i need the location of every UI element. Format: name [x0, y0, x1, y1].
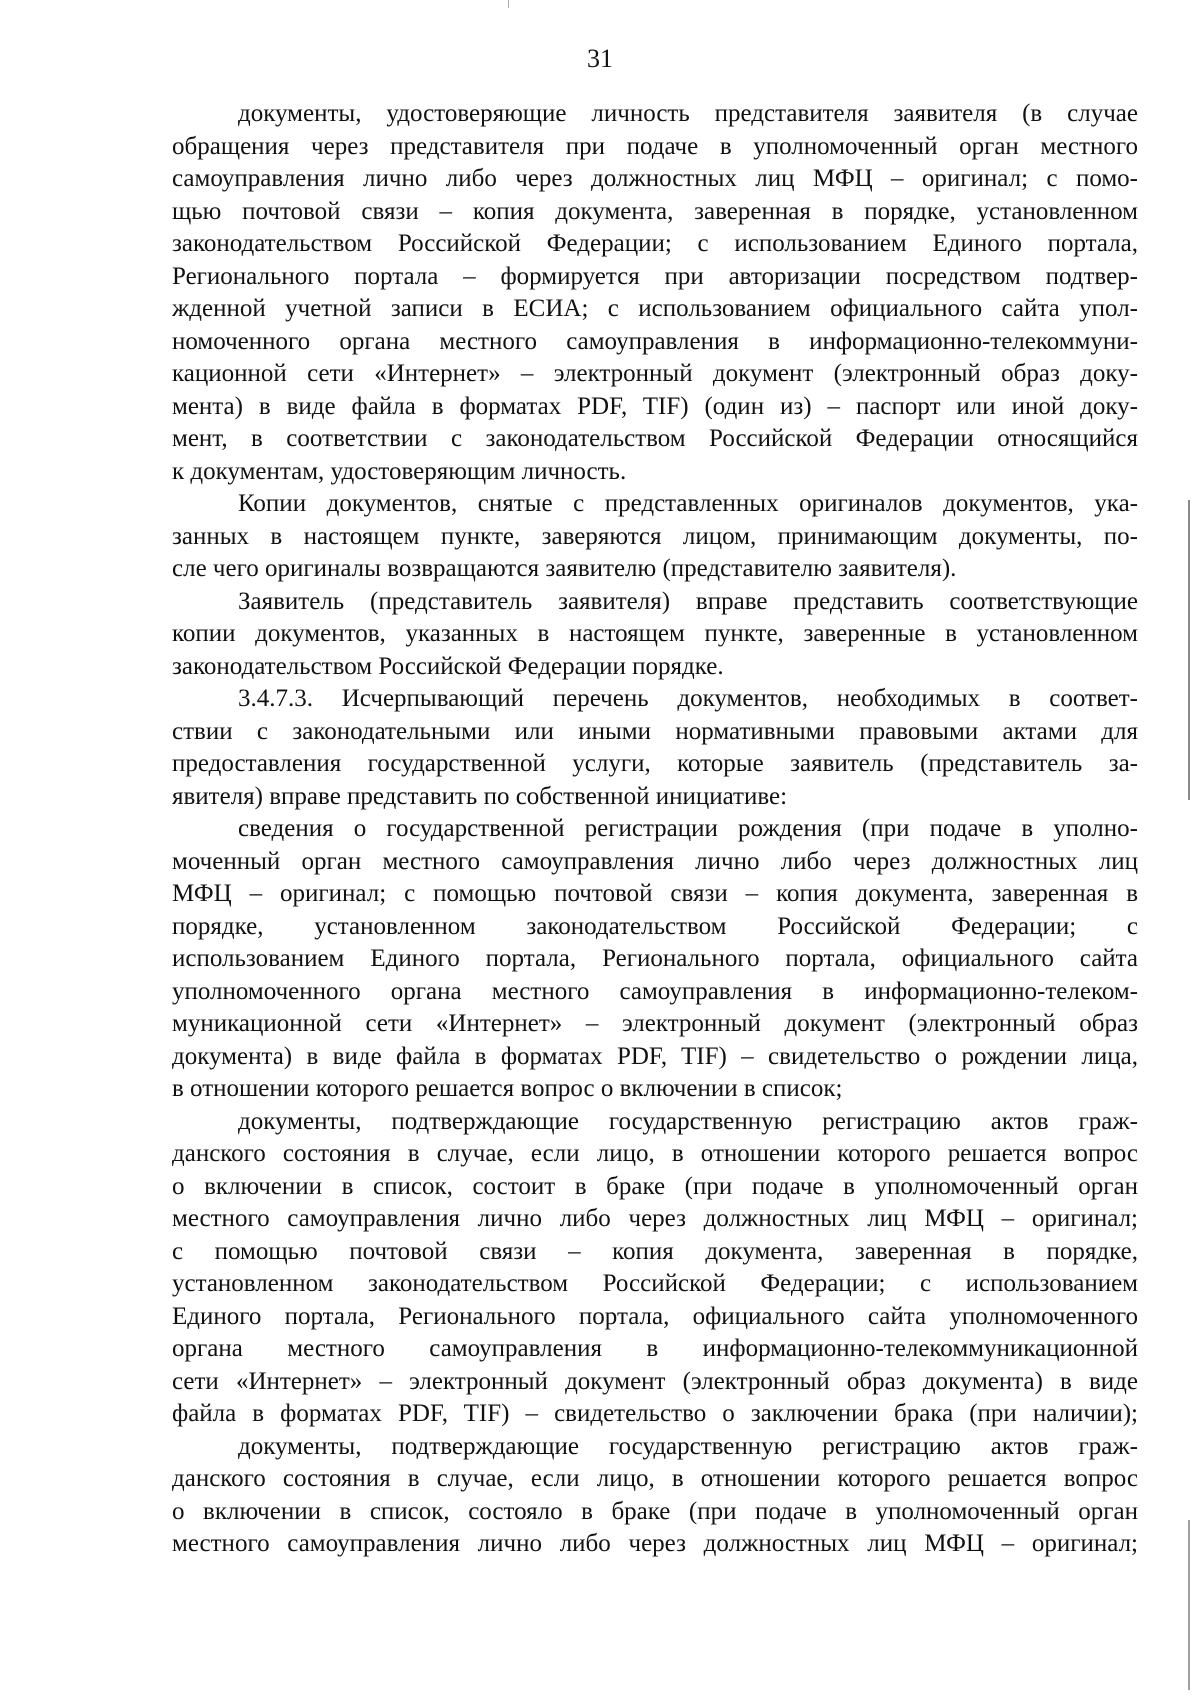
- text-line: Регионального портала – формируется при авторизации посредством подтвер-: [172, 262, 1138, 290]
- text-line: документы, подтверждающие государственную регистрацию актов граж-: [238, 1107, 1138, 1135]
- text-line: файла в форматах PDF, TIF) – свидетельство о заключении брака (при наличии);: [172, 1400, 1138, 1427]
- text-line: сле чего оригиналы возвращаются заявителю (представителю заявителя).: [172, 555, 957, 582]
- text-line: о включении в список, состояло в браке (при подаче в уполномоченный орган: [172, 1497, 1138, 1525]
- text-line: мент, в соответствии с законодательством Российской Федерации относящийся: [172, 425, 1138, 452]
- text-line: местного самоуправления лично либо через должностных лиц МФЦ – оригинал;: [172, 1530, 1138, 1557]
- text-line: данского состояния в случае, если лицо, в отношении которого решается вопрос: [172, 1140, 1138, 1167]
- text-line: явителя) вправе представить по собственной инициативе:: [172, 782, 788, 810]
- text-line: кационной сети «Интернет» – электронный документ (электронный образ доку-: [172, 360, 1138, 387]
- text-line: документа) в виде файла в форматах PDF, TIF) – свидетельство о рождении лица,: [172, 1042, 1138, 1070]
- text-line: Единого портала, Регионального портала, официального сайта уполномоченного: [172, 1302, 1138, 1330]
- text-line: законодательством Российской Федерации; с использованием Единого портала,: [172, 230, 1138, 257]
- text-line: щью почтовой связи – копия документа, заверенная в порядке, установленном: [172, 197, 1138, 225]
- text-line: данского состояния в случае, если лицо, в отношении которого решается вопрос: [172, 1465, 1138, 1492]
- text-line: законодательством Российской Федерации порядке.: [172, 652, 724, 680]
- text-line: моченный орган местного самоуправления лично либо через должностных лиц: [172, 847, 1138, 875]
- text-line: копии документов, указанных в настоящем пункте, заверенные в установленном: [172, 620, 1138, 647]
- text-line: обращения через представителя при подаче в уполномоченный орган местного: [172, 132, 1138, 160]
- text-line: ствии с законодательными или иными нормативными правовыми актами для: [172, 717, 1138, 745]
- text-line: занных в настоящем пункте, заверяются лицом, принимающим документы, по-: [172, 522, 1138, 550]
- text-line: органа местного самоуправления в информационно-телекоммуникационной: [172, 1335, 1138, 1362]
- scan-artifact: [1188, 500, 1190, 800]
- text-line: о включении в список, состоит в браке (при подаче в уполномоченный орган: [172, 1172, 1138, 1200]
- page-number: 31: [587, 44, 613, 73]
- text-line: муникационной сети «Интернет» – электронный документ (электронный образ: [172, 1010, 1138, 1037]
- text-line: в отношении которого решается вопрос о включении в список;: [172, 1075, 843, 1102]
- text-line: установленном законодательством Российской Федерации; с использованием: [172, 1270, 1138, 1297]
- text-line: использованием Единого портала, Регионального портала, официального сайта: [172, 945, 1138, 972]
- text-line: уполномоченного органа местного самоуправления в информационно-телеком-: [172, 977, 1138, 1005]
- text-line: Копии документов, снятые с представленных оригиналов документов, ука-: [238, 490, 1138, 517]
- text-line: местного самоуправления лично либо через должностных лиц МФЦ – оригинал;: [172, 1205, 1138, 1232]
- scan-artifact: [508, 0, 509, 8]
- text-line: самоуправления лично либо через должностных лиц МФЦ – оригинал; с помо-: [172, 165, 1138, 192]
- text-line: 3.4.7.3. Исчерпывающий перечень документов, необходимых в соответ-: [238, 685, 1138, 712]
- text-line: порядке, установленном законодательством Российской Федерации; с: [172, 912, 1138, 940]
- text-line: сети «Интернет» – электронный документ (электронный образ документа) в виде: [172, 1367, 1138, 1395]
- text-line: документы, подтверждающие государственную регистрацию актов граж-: [238, 1432, 1138, 1460]
- text-line: МФЦ – оригинал; с помощью почтовой связи – копия документа, заверенная в: [172, 880, 1138, 907]
- text-line: документы, удостоверяющие личность представителя заявителя (в случае: [238, 100, 1138, 127]
- text-line: сведения о государственной регистрации рождения (при подаче в уполно-: [238, 815, 1138, 842]
- text-line: к документам, удостоверяющим личность.: [172, 457, 627, 485]
- text-line: номоченного органа местного самоуправления в информационно-телекоммуни-: [172, 327, 1138, 355]
- scan-artifact: [1188, 1520, 1190, 1690]
- document-body: [172, 98, 1138, 1561]
- text-line: с помощью почтовой связи – копия документа, заверенная в порядке,: [172, 1237, 1138, 1265]
- text-line: мента) в виде файла в форматах PDF, TIF) (один из) – паспорт или иной доку-: [172, 392, 1138, 420]
- text-line: жденной учетной записи в ЕСИА; с использованием официального сайта упол-: [172, 295, 1138, 322]
- text-line: Заявитель (представитель заявителя) вправе представить соответствующие: [238, 587, 1138, 615]
- text-line: предоставления государственной услуги, которые заявитель (представитель за-: [172, 750, 1138, 777]
